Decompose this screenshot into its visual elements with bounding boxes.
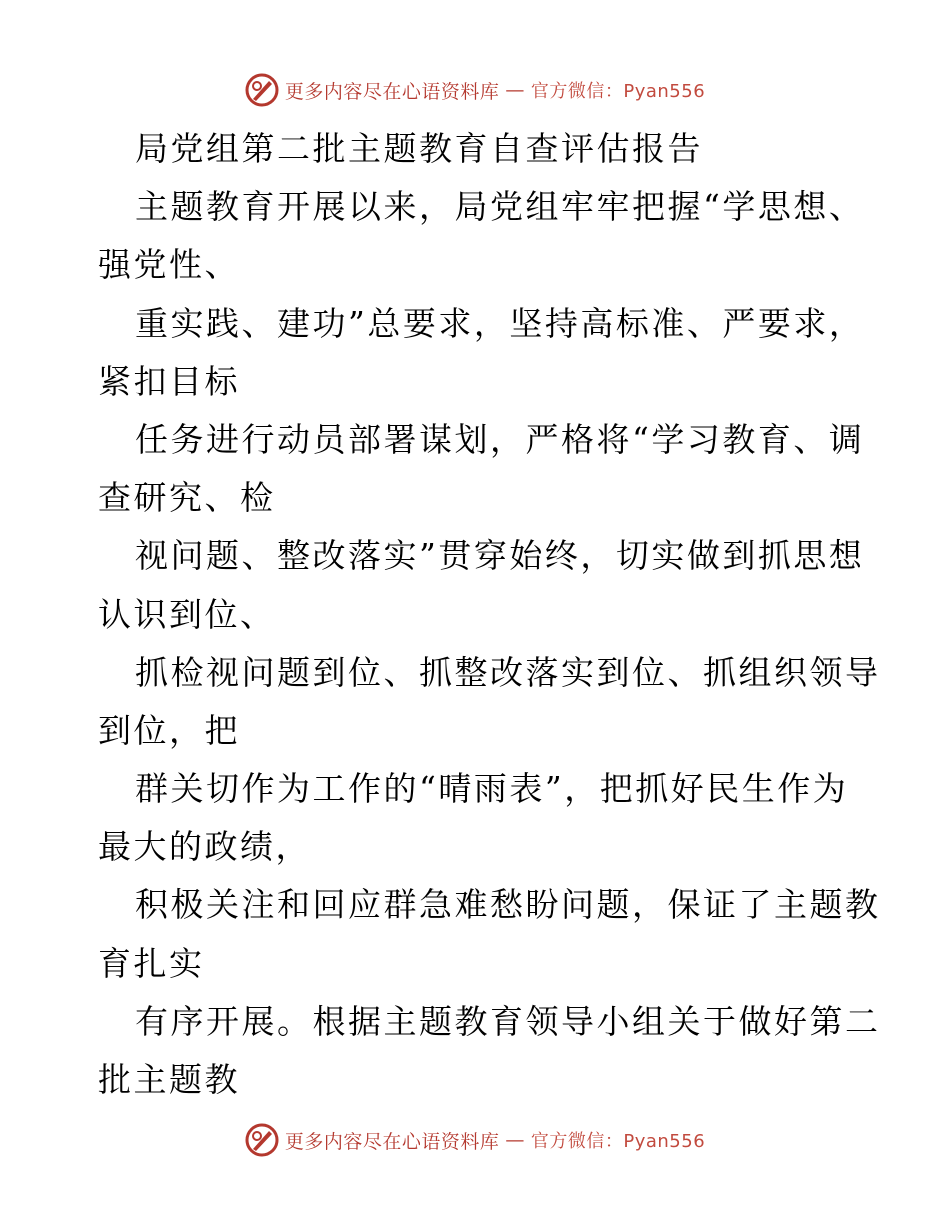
document-title: 局党组第二批主题教育自查评估报告 [135, 129, 703, 168]
text-line: 主题教育开展以来，局党组牢牢把握“学思想、 [135, 187, 865, 227]
text-line: 到位，把 [98, 710, 240, 750]
text-line: 紧扣目标 [98, 361, 240, 401]
watermark-separator: — [505, 1129, 525, 1151]
header-watermark [0, 70, 950, 110]
quill-pen-logo-icon [245, 73, 279, 107]
text-line: 批主题教 [98, 1060, 240, 1099]
footer-watermark [0, 1120, 950, 1160]
watermark-main-text: 更多内容尽在心语资料库 [284, 1130, 500, 1153]
watermark-main-text: 更多内容尽在心语资料库 [284, 80, 500, 103]
text-line: 强党性、 [98, 245, 240, 285]
document-body [98, 120, 881, 1109]
text-line: 视问题、整改落实”贯穿始终，切实做到抓思想 [135, 536, 865, 576]
watermark-contact-text: 官方微信：Pyan556 [530, 1131, 706, 1152]
text-line: 查研究、检 [98, 478, 276, 518]
text-line: 群关切作为工作的“晴雨表”，把抓好民生作为 [135, 769, 849, 809]
text-line: 重实践、建功”总要求，坚持高标准、严要求， [135, 303, 865, 343]
watermark-contact-text: 官方微信：Pyan556 [530, 81, 706, 102]
text-line: 育扎实 [98, 943, 205, 983]
text-line: 积极关注和回应群急难愁盼问题，保证了主题教 [135, 885, 881, 925]
text-line: 任务进行动员部署谋划，严格将“学习教育、调 [135, 419, 865, 459]
text-line: 有序开展。根据主题教育领导小组关于做好第二 [135, 1001, 881, 1041]
watermark-separator: — [505, 79, 525, 101]
text-line: 最大的政绩， [98, 827, 311, 867]
quill-pen-logo-icon [245, 1123, 279, 1157]
text-line: 认识到位、 [98, 594, 276, 634]
text-line: 抓检视问题到位、抓整改落实到位、抓组织领导 [135, 652, 881, 692]
